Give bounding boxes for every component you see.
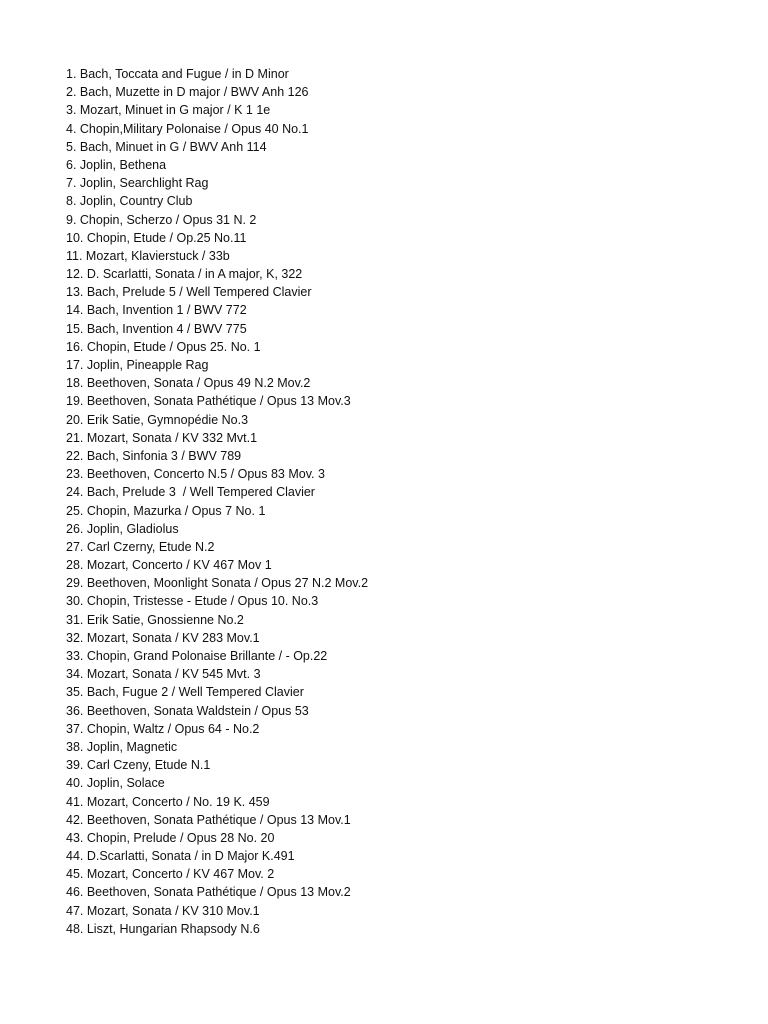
list-item: 2. Bach, Muzette in D major / BWV Anh 126 (66, 85, 309, 100)
list-item: 37. Chopin, Waltz / Opus 64 - No.2 (66, 721, 260, 736)
list-item: 43. Chopin, Prelude / Opus 28 No. 20 (66, 830, 275, 845)
list-item: 33. Chopin, Grand Polonaise Brillante / - Op.22 (66, 649, 328, 663)
list-item: 34. Mozart, Sonata / KV 545 Mvt. 3 (66, 667, 261, 682)
list-item: 6. Joplin, Bethena (66, 157, 167, 172)
list-item: 1. Bach, Toccata and Fugue / in D Minor (66, 67, 289, 81)
list-item: 18. Beethoven, Sonata / Opus 49 N.2 Mov.2 (66, 376, 311, 391)
list-item: 40. Joplin, Solace (66, 776, 165, 791)
list-item: 25. Chopin, Mazurka / Opus 7 No. 1 (66, 503, 266, 518)
list-item: 13. Bach, Prelude 5 / Well Tempered Clavier (66, 285, 312, 300)
list-item: 28. Mozart, Concerto / KV 467 Mov 1 (66, 558, 272, 573)
list-item: 35. Bach, Fugue 2 / Well Tempered Clavier (66, 685, 304, 700)
list-item: 21. Mozart, Sonata / KV 332 Mvt.1 (66, 430, 258, 445)
list-item: 45. Mozart, Concerto / KV 467 Mov. 2 (66, 867, 275, 882)
list-item: 38. Joplin, Magnetic (66, 739, 178, 754)
list-item: 14. Bach, Invention 1 / BWV 772 (66, 303, 247, 318)
list-item: 11. Mozart, Klavierstuck / 33b (66, 248, 230, 263)
list-item: 20. Erik Satie, Gymnopédie No.3 (66, 412, 249, 427)
list-item: 7. Joplin, Searchlight Rag (66, 176, 209, 191)
list-item: 29. Beethoven, Moonlight Sonata / Opus 27 N.2 Mov.2 (66, 576, 369, 591)
list-item: 9. Chopin, Scherzo / Opus 31 N. 2 (66, 212, 257, 227)
list-item: 32. Mozart, Sonata / KV 283 Mov.1 (66, 630, 260, 645)
list-item: 12. D. Scarlatti, Sonata / in A major, K, 322 (66, 267, 303, 282)
list-item: 3. Mozart, Minuet in G major / K 1 1e (66, 103, 271, 118)
list-item: 10. Chopin, Etude / Op.25 No.11 (66, 230, 247, 245)
list-item: 26. Joplin, Gladiolus (66, 521, 179, 536)
list-item: 41. Mozart, Concerto / No. 19 K. 459 (66, 794, 270, 809)
list-item: 16. Chopin, Etude / Opus 25. No. 1 (66, 339, 261, 354)
piece-list (66, 65, 368, 938)
list-item: 23. Beethoven, Concerto N.5 / Opus 83 Mov. 3 (66, 467, 325, 482)
list-item: 17. Joplin, Pineapple Rag (66, 358, 209, 372)
list-item: 8. Joplin, Country Club (66, 194, 193, 209)
list-item: 15. Bach, Invention 4 / BWV 775 (66, 321, 247, 336)
list-item: 22. Bach, Sinfonia 3 / BWV 789 (66, 448, 242, 463)
list-item: 48. Liszt, Hungarian Rhapsody N.6 (66, 921, 260, 936)
list-item: 5. Bach, Minuet in G / BWV Anh 114 (66, 139, 267, 154)
list-item: 44. D.Scarlatti, Sonata / in D Major K.491 (66, 849, 295, 864)
list-item: 31. Erik Satie, Gnossienne No.2 (66, 612, 244, 627)
list-item: 36. Beethoven, Sonata Waldstein / Opus 53 (66, 703, 309, 718)
list-item: 4. Chopin,Military Polonaise / Opus 40 No.1 (66, 121, 309, 136)
list-item: 46. Beethoven, Sonata Pathétique / Opus 13 Mov.2 (66, 885, 351, 900)
list-item: 42. Beethoven, Sonata Pathétique / Opus 13 Mov.1 (66, 812, 351, 827)
list-item: 39. Carl Czeny, Etude N.1 (66, 758, 211, 773)
list-item: 30. Chopin, Tristesse - Etude / Opus 10. No.3 (66, 594, 319, 609)
list-item: 47. Mozart, Sonata / KV 310 Mov.1 (66, 903, 260, 918)
list-item: 27. Carl Czerny, Etude N.2 (66, 539, 215, 554)
list-item: 19. Beethoven, Sonata Pathétique / Opus 13 Mov.3 (66, 394, 351, 409)
list-item: 24. Bach, Prelude 3 / Well Tempered Clavier (66, 485, 315, 500)
